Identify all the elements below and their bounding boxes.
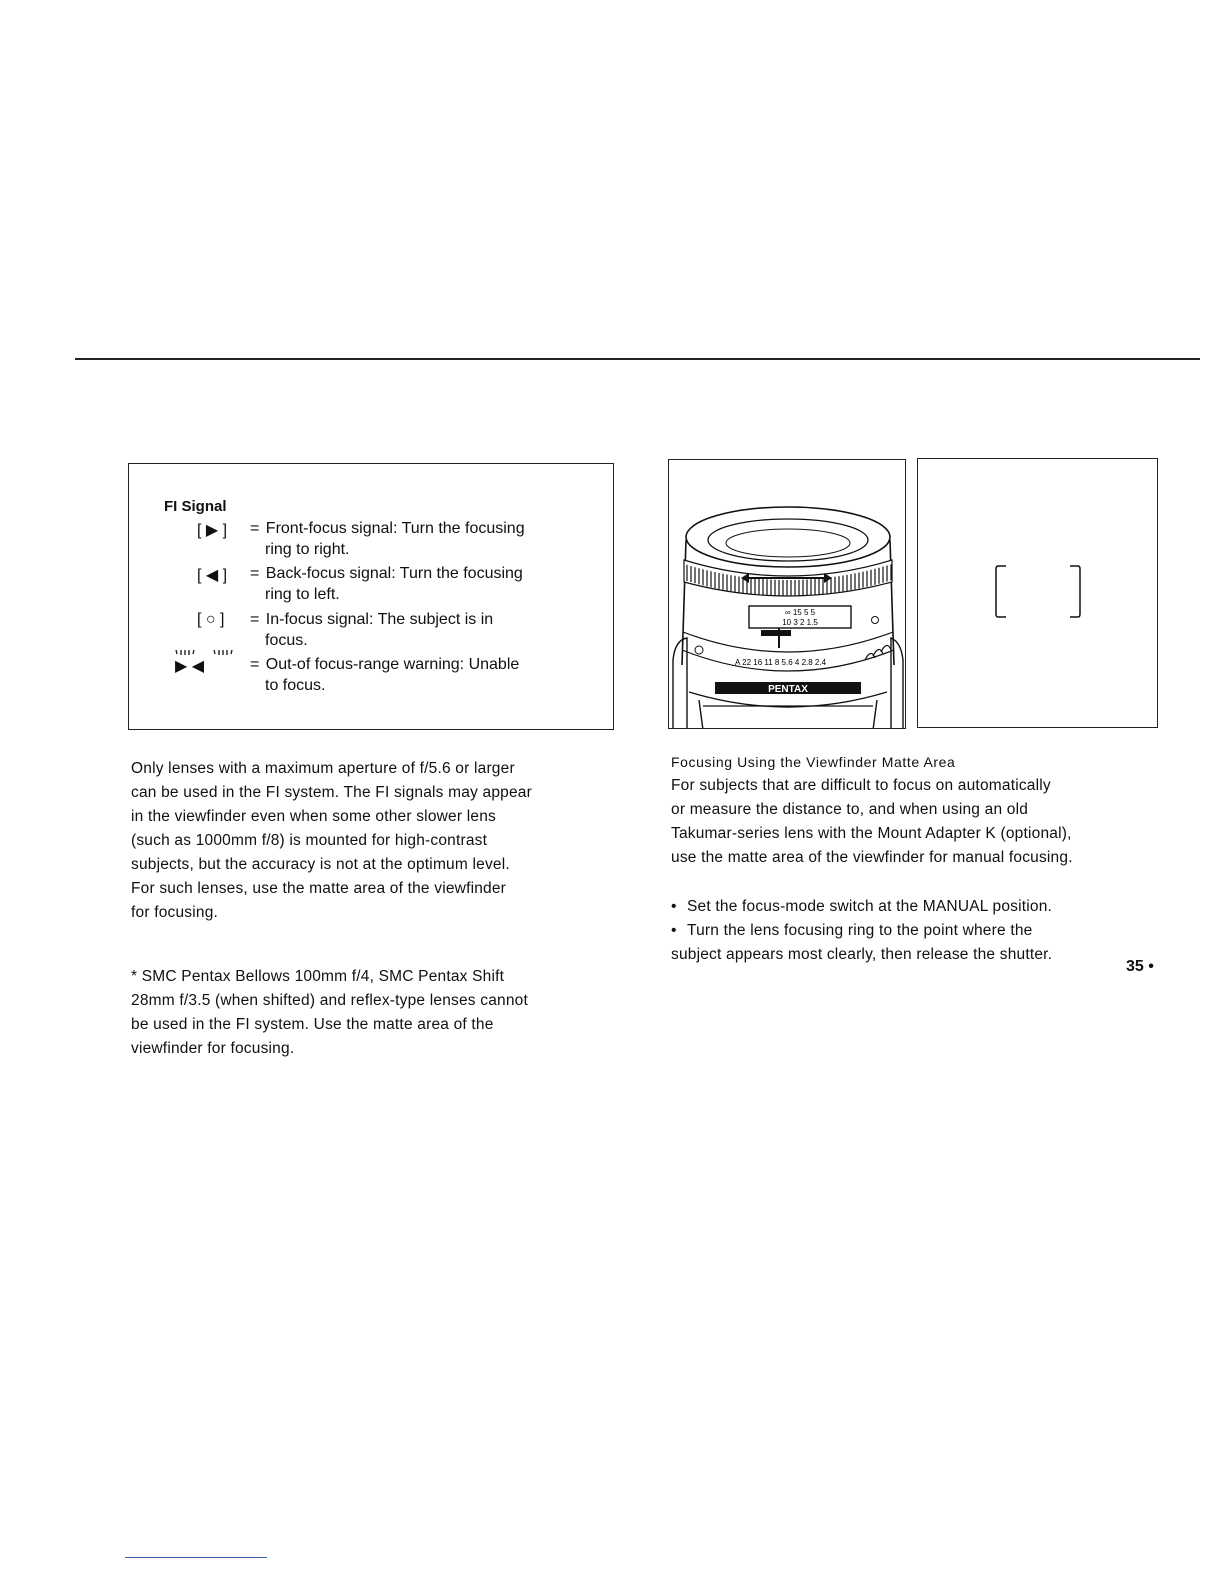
text-line: for focusing. — [131, 904, 219, 921]
signal-description-cont: to focus. — [265, 677, 326, 694]
text-line: Set the focus-mode switch at the MANUAL position. — [687, 898, 1053, 915]
text-line: be used in the FI system. Use the matte area of the — [131, 1016, 494, 1033]
matte-focusing-section — [671, 750, 1171, 870]
signal-description: Out-of focus-range warning: Unable — [265, 656, 520, 673]
text-line: (such as 1000mm f/8) is mounted for high-contrast — [131, 832, 488, 849]
fi-signal-box — [128, 463, 614, 730]
section-heading: Focusing Using the Viewfinder Matte Area — [671, 754, 956, 770]
signal-description: Back-focus signal: Turn the focusing — [265, 565, 523, 582]
footnote-paragraph — [131, 965, 611, 1061]
instruction-list — [671, 895, 1171, 967]
out-of-range-icon: ▶ ◀ — [175, 658, 205, 675]
signal-description: In-focus signal: The subject is in — [265, 611, 494, 628]
distance-scale-top: ∞ 15 5 5 — [784, 608, 816, 617]
text-line: subjects, but the accuracy is not at the optimum level. — [131, 856, 510, 873]
equals-sign: = — [250, 656, 260, 673]
text-line: subject appears most clearly, then release the shutter. — [671, 946, 1053, 963]
lens-illustration — [668, 459, 906, 729]
aperture-scale: A 22 16 11 8 5.6 4 2.8 2.4 — [735, 658, 827, 667]
text-line: or measure the distance to, and when using an old — [671, 801, 1029, 818]
fi-signal-title: FI Signal — [164, 498, 227, 515]
text-line: can be used in the FI system. The FI signals may appear — [131, 784, 532, 801]
signal-description-cont: ring to right. — [265, 541, 350, 558]
text-line: viewfinder for focusing. — [131, 1040, 295, 1057]
equals-sign: = — [250, 565, 260, 582]
aperture-paragraph — [131, 757, 611, 925]
brand-plate: PENTAX — [768, 684, 808, 695]
list-item — [671, 919, 1171, 967]
bullet-marker: • — [671, 922, 677, 939]
text-line: For such lenses, use the matte area of the viewfinder — [131, 880, 507, 897]
text-line: in the viewfinder even when some other slower lens — [131, 808, 496, 825]
signal-description-cont: focus. — [265, 632, 308, 649]
list-item — [671, 895, 1171, 919]
text-line: Takumar-series lens with the Mount Adapter K (optional), — [671, 825, 1072, 842]
equals-sign: = — [250, 520, 260, 537]
text-line: For subjects that are difficult to focus on automatically — [671, 777, 1051, 794]
distance-scale-bottom: 10 3 2 1.5 — [782, 618, 818, 627]
signal-description-cont: ring to left. — [265, 586, 340, 603]
viewfinder-diagram — [917, 458, 1158, 728]
bullet-marker: • — [671, 898, 677, 915]
in-focus-icon: [ ○ ] — [197, 611, 225, 628]
viewfinder-brackets — [918, 459, 1159, 729]
front-focus-icon: [ ▶ ] — [197, 522, 228, 539]
text-line: 28mm f/3.5 (when shifted) and reflex-type lenses cannot — [131, 992, 528, 1009]
top-rule — [75, 358, 1200, 360]
bottom-rule — [125, 1557, 267, 1558]
text-line: use the matte area of the viewfinder for manual focusing. — [671, 849, 1073, 866]
equals-sign: = — [250, 611, 260, 628]
text-line: * SMC Pentax Bellows 100mm f/4, SMC Pentax Shift — [131, 968, 505, 985]
page-number: 35 • — [1126, 958, 1154, 975]
text-line: Turn the lens focusing ring to the point where the — [687, 922, 1033, 939]
lens-drawing — [669, 460, 906, 729]
back-focus-icon: [ ◀ ] — [197, 567, 228, 584]
signal-description: Front-focus signal: Turn the focusing — [265, 520, 525, 537]
text-line: Only lenses with a maximum aperture of f/5.6 or larger — [131, 760, 515, 777]
